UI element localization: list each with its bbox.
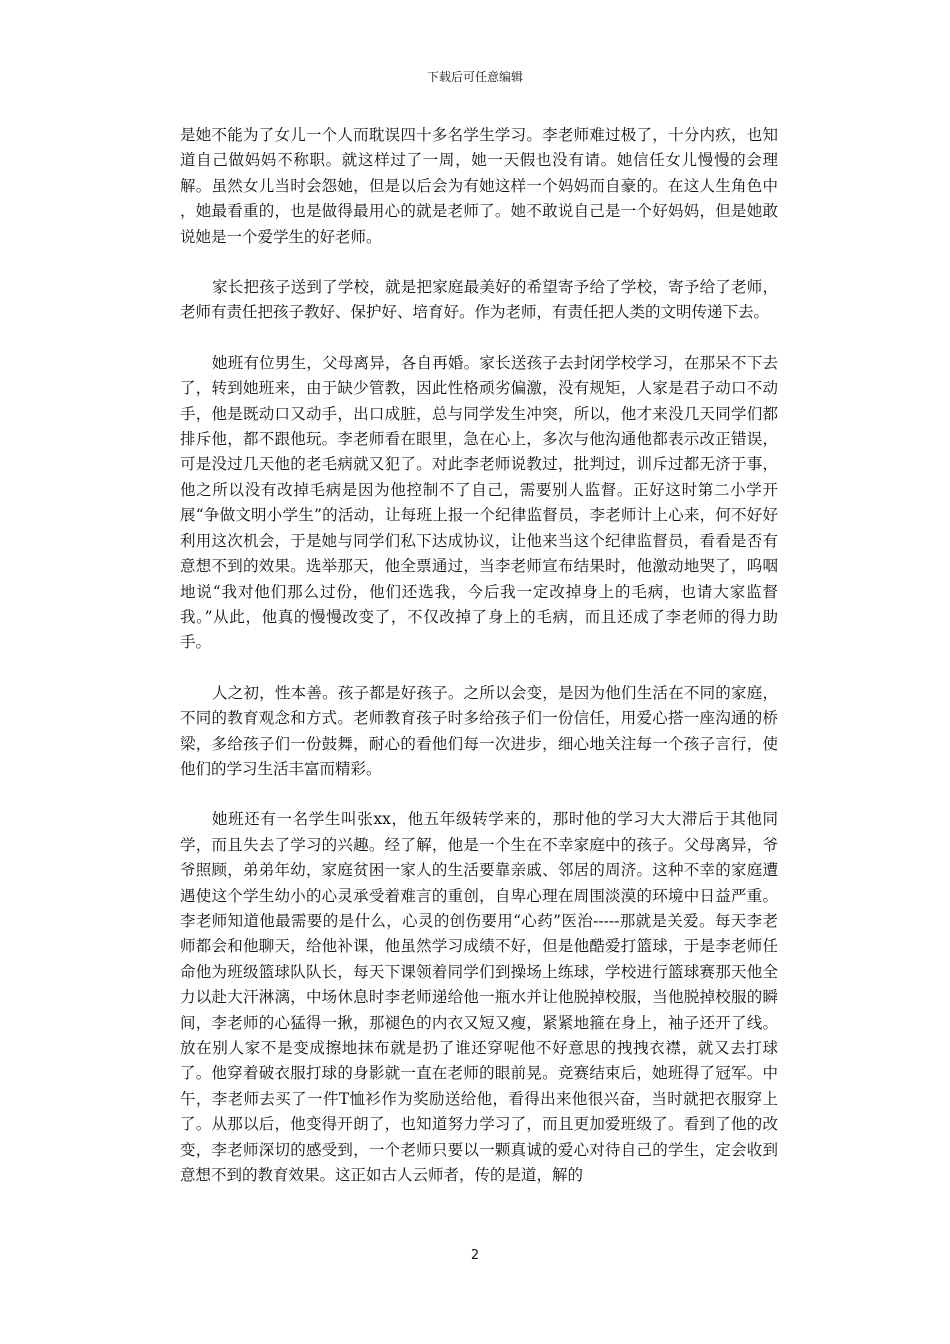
page-header: 下载后可任意编辑 [426, 70, 523, 84]
paragraph-5: 她班还有一名学生叫张xx，他五年级转学来的，那时他的学习大大滞后于其他同学，而且失去了学习的兴趣。经了解，他是一个生在不幸家庭中的孩子。父母离异，爷爷照顾，弟弟年幼，家庭贫困一家人的生活要靠亲戚、邻居的周济。这种不幸的家庭遭遇使这个学生幼小的心灵承受着难言的重创，自卑心理在周围淡漠的环境中日益严重。李老师知道他最需要的是什么，心灵的创伤要用“心药”医治-----那就是关爱。每天李老师都会和他聊天，给他补课，他虽然学习成绩不好，但是他酷爱打篮球，于是李老师任命他为班级篮球队队长，每天下课领着同学们到操场上练球，学校进行篮球赛那天他全力以赴大汗淋漓，中场休息时李老师递给他一瓶水并让他脱掉校服，当他脱掉校服的瞬间，李老师的心猛得一揪，那褪色的内衣又短又瘦，紧紧地箍在身上，袖子还开了线。放在别人家不是变成擦地抹布就是扔了谁还穿呢他不好意思的拽拽衣襟，就又去打球了。他穿着破衣服打球的身影就一直在老师的眼前晃。竞赛结束后，她班得了冠军。中午，李老师去买了一件T恤衫作为奖励送给他，看得出来他很兴奋，当时就把衣服穿上了。从那以后，他变得开朗了，也知道努力学习了，而且更加爱班级了。看到了他的改变，李老师深切的感受到，一个老师只要以一颗真诚的爱心对待自己的学生，定会收到意想不到的教育效果。这正如古人云师者，传的是道，解的 [180, 810, 778, 1185]
paragraph-4: 人之初，性本善。孩子都是好孩子。之所以会变，是因为他们生活在不同的家庭，不同的教育观念和方式。老师教育孩子时多给孩子们一份信任，用爱心搭一座沟通的桥梁，多给孩子们一份鼓舞，耐心的看他们每一次进步，细心地关注每一个孩子言行，使他们的学习生活丰富而精彩。 [180, 683, 778, 778]
document-body [180, 123, 778, 1188]
paragraph-1: 是她不能为了女儿一个人而耽误四十多名学生学习。李老师难过极了，十分内疚，也知道自己做妈妈不称职。就这样过了一周，她一天假也没有请。她信任女儿慢慢的会理解。虽然女儿当时会怨她，但是以后会为有她这样一个妈妈而自豪的。在这人生角色中 ，她最看重的，也是做得最用心的就是老师了。她不敢说自己是一个好妈妈，但是她敢说她是一个爱学生的好老师。 [180, 126, 778, 246]
page-number: 2 [470, 1248, 480, 1263]
paragraph-3: 她班有位男生，父母离异，各自再婚。家长送孩子去封闭学校学习，在那呆不下去了，转到她班来，由于缺少管教，因此性格顽劣偏激，没有规矩，人家是君子动口不动手，他是既动口又动手，出口成脏，总与同学发生冲突，所以，他才来没几天同学们都排斥他，都不跟他玩。李老师看在眼里，急在心上，多次与他沟通他都表示改正错误，可是没过几天他的老毛病就又犯了。对此李老师说教过，批判过，训斥过都无济于事，他之所以没有改掉毛病是因为他控制不了自己，需要别人监督。正好这时第二小学开展“争做文明小学生”的活动，让每班上报一个纪律监督员，李老师计上心来，何不好好利用这次机会，于是她与同学们私下达成协议，让他来当这个纪律监督员，看看是否有意想不到的效果。选举那天，他全票通过，当李老师宣布结果时，他激动地哭了，呜咽地说“我对他们那么过份，他们还选我，今后我一定改掉身上的毛病，也请大家监督我。”从此，他真的慢慢改变了，不仅改掉了身上的毛病，而且还成了李老师的得力助手。 [180, 353, 778, 652]
paragraph-2: 家长把孩子送到了学校，就是把家庭最美好的希望寄予给了学校，寄予给了老师，老师有责任把孩子教好、保护好、培育好。作为老师，有责任把人类的文明传递下去。 [180, 278, 778, 322]
